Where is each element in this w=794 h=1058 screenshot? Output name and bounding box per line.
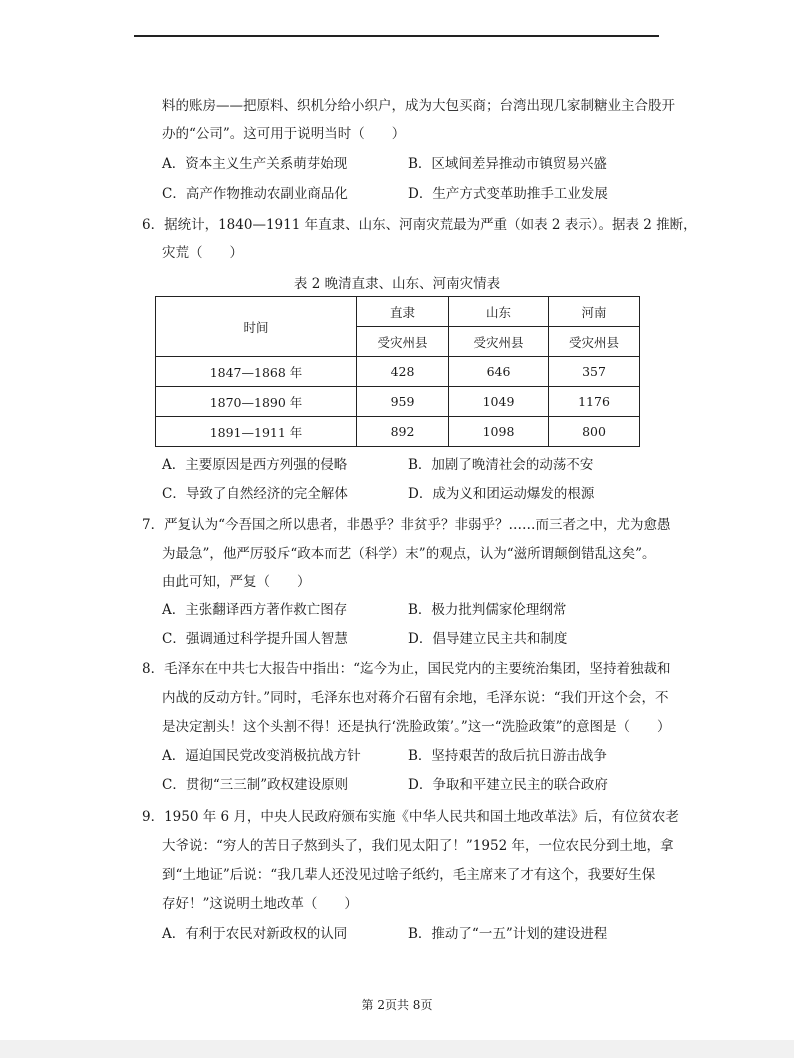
value-cell: 646: [449, 357, 549, 387]
sub-header-zhili: 受灾州县: [357, 327, 449, 357]
period-cell: 1870—1890 年: [156, 387, 357, 417]
province-henan: 河南: [549, 297, 640, 327]
sub-header-henan: 受灾州县: [549, 327, 640, 357]
value-cell: 800: [549, 417, 640, 447]
q9-line-3: 到“土地证”后说：“我几辈人还没见过啥子纸约，毛主席来了才有这个，我要好生保: [162, 867, 656, 883]
q5-line-2: 办的“公司”。这可用于说明当时（ ）: [162, 126, 406, 142]
q9-option-a: A．有利于农民对新政权的认同: [162, 926, 348, 942]
value-cell: 1098: [449, 417, 549, 447]
table-row: [156, 387, 640, 417]
province-shandong: 山东: [449, 297, 549, 327]
value-cell: 428: [357, 357, 449, 387]
q7-option-d: D．倡导建立民主共和制度: [408, 631, 568, 647]
q7-line-1: 7．严复认为“今吾国之所以患者，非愚乎？非贫乎？非弱乎？……而三者之中，尤为愈愚: [142, 517, 671, 533]
q7-option-a: A．主张翻译西方著作救亡图存: [162, 602, 348, 618]
time-header: 时间: [156, 297, 357, 357]
bottom-band: [0, 1040, 794, 1058]
q5-option-b: B．区域间差异推动市镇贸易兴盛: [408, 156, 607, 172]
page-footer: 第 2页共 8页: [361, 998, 433, 1012]
header-rule: [134, 35, 659, 37]
q6-option-a: A．主要原因是西方列强的侵略: [162, 457, 348, 473]
q6-option-b: B．加剧了晚清社会的动荡不安: [408, 457, 594, 473]
q7-line-3: 由此可知，严复（ ）: [162, 574, 311, 590]
q7-line-2: 为最急”，他严厉驳斥“政本而艺（科学）末”的观点，认为“滋所谓颠倒错乱这矣”。: [162, 546, 656, 562]
q9-line-2: 大爷说：“穷人的苦日子熬到头了，我们见太阳了！”1952 年，一位农民分到土地，拿: [162, 838, 674, 854]
q8-option-a: A．逼迫国民党改变消极抗战方针: [162, 748, 361, 764]
table-row: [156, 417, 640, 447]
sub-header-shandong: 受灾州县: [449, 327, 549, 357]
q9-line-4: 存好！”这说明土地改革（ ）: [162, 896, 358, 912]
q8-option-d: D．争取和平建立民主的联合政府: [408, 777, 608, 793]
q8-line-2: 内战的反动方针。”同时，毛泽东也对蒋介石留有余地，毛泽东说：“我们开这个会，不: [162, 690, 669, 706]
table-row: [156, 357, 640, 387]
q9-line-1: 9．1950 年 6 月，中央人民政府颁布实施《中华人民共和国土地改革法》后，有位贫农老: [142, 809, 679, 825]
value-cell: 892: [357, 417, 449, 447]
q5-option-a: A．资本主义生产关系萌芽始现: [162, 156, 348, 172]
disaster-table: [155, 296, 640, 447]
q7-option-c: C．强调通过科学提升国人智慧: [162, 631, 348, 647]
value-cell: 357: [549, 357, 640, 387]
q5-line-1: 料的账房——把原料、织机分给小织户，成为大包买商；台湾出现几家制糖业主合股开: [162, 98, 675, 114]
value-cell: 959: [357, 387, 449, 417]
q5-option-c: C．高产作物推动农副业商品化: [162, 186, 348, 202]
q8-line-3: 是决定割头！这个头割不得！还是执行‘洗脸政策’。”这一“洗脸政策”的意图是（ ）: [162, 719, 671, 735]
q7-option-b: B．极力批判儒家伦理纲常: [408, 602, 567, 618]
q6-line-2: 灾荒（ ）: [162, 245, 243, 261]
q8-option-c: C．贯彻“三三制”政权建设原则: [162, 777, 349, 793]
q8-option-b: B．坚持艰苦的敌后抗日游击战争: [408, 748, 607, 764]
value-cell: 1176: [549, 387, 640, 417]
table-caption: 表 2 晚清直隶、山东、河南灾情表: [293, 276, 501, 292]
q5-option-d: D．生产方式变革助推手工业发展: [408, 186, 608, 202]
q6-option-c: C．导致了自然经济的完全解体: [162, 486, 348, 502]
q6-line-1: 6．据统计，1840—1911 年直隶、山东、河南灾荒最为严重（如表 2 表示）。据表 2 推断，: [142, 217, 697, 233]
period-cell: 1847—1868 年: [156, 357, 357, 387]
province-zhili: 直隶: [357, 297, 449, 327]
value-cell: 1049: [449, 387, 549, 417]
q9-option-b: B．推动了“一五”计划的建设进程: [408, 926, 608, 942]
period-cell: 1891—1911 年: [156, 417, 357, 447]
q6-option-d: D．成为义和团运动爆发的根源: [408, 486, 595, 502]
q8-line-1: 8．毛泽东在中共七大报告中指出：“迄今为止，国民党内的主要统治集团，坚持着独裁和: [142, 661, 671, 677]
